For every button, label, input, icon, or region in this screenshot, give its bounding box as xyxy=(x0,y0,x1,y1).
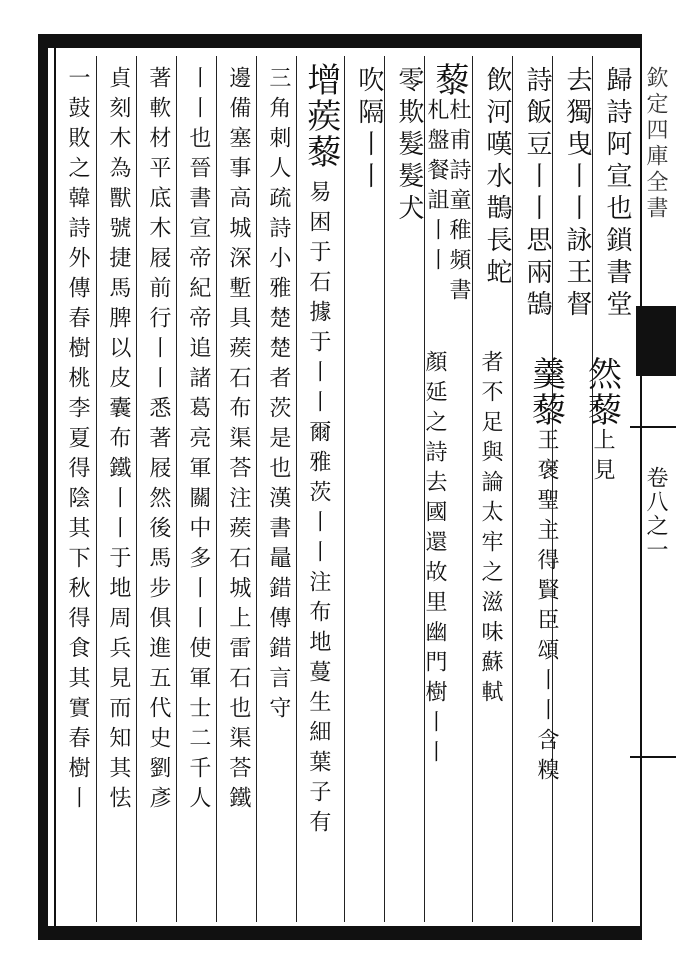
frame-bottom-border xyxy=(38,926,642,940)
fish-tail-mark xyxy=(636,306,676,376)
column-text: 飲河嘆水鵲長蛇 xyxy=(481,66,512,290)
entry-body: 顏延之詩去國還故里幽門樹丨丨 xyxy=(422,350,447,770)
annotation-text: 易困于石據于丨丨爾雅茨丨丨注布地蔓生細葉子有 xyxy=(305,180,331,840)
column-text: 吹隔丨丨 xyxy=(353,66,384,194)
entry-body: 者不足與論太牢之滋味蘇軾 xyxy=(478,350,503,710)
text-column xyxy=(176,56,216,922)
column-text: 一鼓敗之韓詩外傳春樹桃李夏得陰其下秋得食其實春樹丨 xyxy=(64,66,90,816)
column-text: 邊備塞事高城深塹具蒺石布渠荅注蒺石城上雷石也渠荅鐵 xyxy=(225,66,251,816)
margin-title: 欽定四庫全書 xyxy=(643,66,668,222)
text-column xyxy=(56,56,96,922)
column-text: 歸詩阿宣也鎖書堂 xyxy=(601,66,632,322)
margin-column xyxy=(630,56,676,916)
text-column xyxy=(216,56,256,922)
annotation-text: 杜甫詩童稚頻書 xyxy=(445,98,471,308)
entry-heading: 藜 xyxy=(428,62,469,98)
text-column xyxy=(344,56,384,922)
entry-body: 王褒聖主得賢臣頌丨丨含糗 xyxy=(534,428,559,788)
entry-heading: 然藜 xyxy=(581,356,622,428)
entry-heading: 增蒺藜 xyxy=(300,62,341,170)
volume-label: 卷八之一 xyxy=(643,466,668,562)
entry-annotation xyxy=(425,98,469,308)
entry-heading: 羹藜 xyxy=(525,356,566,428)
column-text: 三角刺人疏詩小雅楚楚者茨是也漢書鼂錯傳錯言守 xyxy=(265,66,291,726)
entry xyxy=(518,350,574,910)
column-text: 丨丨也晉書宣帝紀帝追諸葛亮軍關中多丨丨使軍士二千人 xyxy=(185,66,211,816)
entry xyxy=(574,350,630,910)
entry-body: 上見 xyxy=(590,428,615,488)
text-column xyxy=(256,56,296,922)
column-text: 詩飯豆丨丨思兩鵠 xyxy=(521,66,552,322)
column-text: 去獨曳丨丨詠王督 xyxy=(561,66,592,322)
frame-top-border xyxy=(38,34,642,48)
column-text: 零欺髮髮犬 xyxy=(393,66,424,226)
lower-entries xyxy=(400,350,630,910)
margin-rule xyxy=(630,426,676,428)
frame-left-border xyxy=(38,34,48,940)
column-text: 貞刻木為獸號捷馬脾以皮囊布鐵丨丨于地周兵見而知其怯 xyxy=(105,66,131,816)
margin-rule-lower xyxy=(630,756,676,758)
text-column xyxy=(136,56,176,922)
text-column xyxy=(296,56,344,922)
annotation-text: 札盤餐詛丨丨 xyxy=(423,98,449,278)
text-column xyxy=(96,56,136,922)
entry xyxy=(462,350,518,910)
entry xyxy=(406,350,462,910)
column-text: 著軟材平底木屐前行丨丨悉著屐然後馬步俱進五代史劉彥 xyxy=(145,66,171,816)
